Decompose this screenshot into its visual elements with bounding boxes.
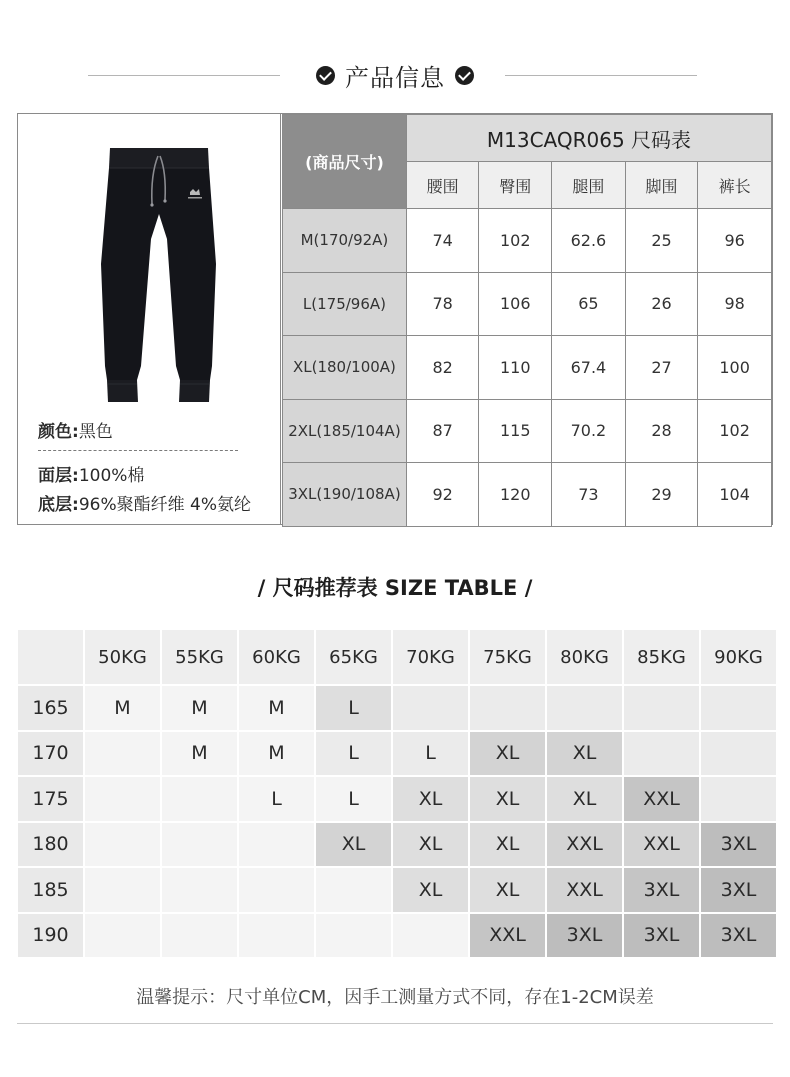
size-cell <box>162 868 237 912</box>
table-cell: 78 <box>406 272 479 336</box>
size-cell: M <box>239 732 314 776</box>
weight-header: 90KG <box>701 630 776 684</box>
table-cell: 87 <box>406 399 479 463</box>
size-cell: L <box>316 777 391 821</box>
table-cell: 25 <box>625 209 698 273</box>
table-row <box>283 336 772 400</box>
size-cell: XL <box>547 732 622 776</box>
table-cell: 106 <box>479 272 552 336</box>
table-cell: 73 <box>552 463 626 527</box>
size-label: 2XL(185/104A) <box>283 399 407 463</box>
size-cell <box>393 686 468 730</box>
product-info-block <box>17 113 773 525</box>
table-row <box>283 463 772 527</box>
size-cell <box>85 777 160 821</box>
size-cell: 3XL <box>701 823 776 867</box>
color-label: 颜色: <box>38 422 79 442</box>
weight-header: 65KG <box>316 630 391 684</box>
size-cell: XXL <box>624 823 699 867</box>
table-cell: 98 <box>698 272 772 336</box>
size-cell: L <box>316 686 391 730</box>
column-header: 裤长 <box>698 162 772 209</box>
size-cell <box>85 732 160 776</box>
height-label: 175 <box>18 777 83 821</box>
size-cell: XL <box>393 868 468 912</box>
table-cell: 28 <box>625 399 698 463</box>
size-cell <box>393 914 468 958</box>
table-cell: 82 <box>406 336 479 400</box>
height-label: 180 <box>18 823 83 867</box>
size-cell <box>701 686 776 730</box>
height-label: 170 <box>18 732 83 776</box>
size-cell <box>316 868 391 912</box>
height-label: 185 <box>18 868 83 912</box>
table-cell: 70.2 <box>552 399 626 463</box>
header-divider-left <box>88 75 280 76</box>
table-cell: 29 <box>625 463 698 527</box>
section-header <box>300 57 490 93</box>
dashed-divider <box>38 450 238 451</box>
size-cell: XL <box>470 732 545 776</box>
table-row <box>18 823 776 867</box>
table-cell: 102 <box>479 209 552 273</box>
inner-label: 底层: <box>38 495 79 515</box>
size-cell: XXL <box>547 823 622 867</box>
outer-material-line <box>38 461 144 486</box>
size-cell <box>624 732 699 776</box>
table-row <box>18 777 776 821</box>
table-row <box>283 399 772 463</box>
table-cell: 67.4 <box>552 336 626 400</box>
size-cell <box>162 777 237 821</box>
size-chart-table <box>282 114 772 527</box>
size-cell <box>701 777 776 821</box>
size-cell <box>547 686 622 730</box>
size-cell: XXL <box>547 868 622 912</box>
size-label: L(175/96A) <box>283 272 407 336</box>
size-label: 3XL(190/108A) <box>283 463 407 527</box>
table-cell: 65 <box>552 272 626 336</box>
table-cell: 100 <box>698 336 772 400</box>
size-cell <box>316 914 391 958</box>
size-recommend-table <box>16 628 778 959</box>
size-cell <box>162 914 237 958</box>
size-cell: M <box>239 686 314 730</box>
table-row <box>18 732 776 776</box>
table-row <box>283 209 772 273</box>
size-cell <box>470 686 545 730</box>
outer-label: 面层: <box>38 466 79 486</box>
table-row <box>18 868 776 912</box>
check-circle-icon <box>316 66 335 85</box>
weight-header: 75KG <box>470 630 545 684</box>
size-cell: XL <box>547 777 622 821</box>
size-cell: XXL <box>470 914 545 958</box>
size-cell: XL <box>470 823 545 867</box>
header-divider-right <box>505 75 697 76</box>
size-chart-corner: (商品尺寸) <box>283 115 407 209</box>
weight-header: 70KG <box>393 630 468 684</box>
size-cell: XL <box>393 823 468 867</box>
weight-header-row <box>18 630 776 684</box>
table-row <box>18 686 776 730</box>
size-cell: M <box>162 732 237 776</box>
inner-value: 96%聚酯纤维 4%氨纶 <box>78 495 251 515</box>
size-cell: 3XL <box>547 914 622 958</box>
size-chart-model: M13CAQR065 尺码表 <box>406 115 771 162</box>
color-value: 黑色 <box>78 422 113 442</box>
size-cell: M <box>85 686 160 730</box>
size-cell <box>624 686 699 730</box>
size-cell: 3XL <box>624 868 699 912</box>
weight-header: 60KG <box>239 630 314 684</box>
section-title: 产品信息 <box>345 63 445 92</box>
size-cell <box>239 914 314 958</box>
height-label: 190 <box>18 914 83 958</box>
size-cell <box>85 914 160 958</box>
table-cell: 115 <box>479 399 552 463</box>
column-header: 腰围 <box>406 162 479 209</box>
table-cell: 102 <box>698 399 772 463</box>
table-cell: 92 <box>406 463 479 527</box>
table-cell: 27 <box>625 336 698 400</box>
column-header: 脚围 <box>625 162 698 209</box>
size-cell <box>701 732 776 776</box>
weight-header: 55KG <box>162 630 237 684</box>
weight-header: 50KG <box>85 630 160 684</box>
table-cell: 96 <box>698 209 772 273</box>
size-cell: XL <box>470 868 545 912</box>
column-header: 腿围 <box>552 162 626 209</box>
size-cell: XL <box>470 777 545 821</box>
check-circle-icon <box>455 66 474 85</box>
size-cell: L <box>239 777 314 821</box>
color-line <box>38 417 113 442</box>
size-cell <box>239 823 314 867</box>
size-cell: L <box>316 732 391 776</box>
height-label: 165 <box>18 686 83 730</box>
size-cell: 3XL <box>701 914 776 958</box>
outer-value: 100%棉 <box>78 466 145 486</box>
table-cell: 74 <box>406 209 479 273</box>
size-cell: XL <box>393 777 468 821</box>
table-cell: 104 <box>698 463 772 527</box>
recommend-title: / 尺码推荐表 SIZE TABLE / <box>257 576 533 600</box>
table-cell: 120 <box>479 463 552 527</box>
size-label: M(170/92A) <box>283 209 407 273</box>
size-label: XL(180/100A) <box>283 336 407 400</box>
inner-material-line <box>38 490 251 515</box>
size-cell: XL <box>316 823 391 867</box>
table-cell: 110 <box>479 336 552 400</box>
measurement-note: 温馨提示：尺寸单位CM，因手工测量方式不同，存在1-2CM误差 <box>136 987 654 1008</box>
size-cell: 3XL <box>701 868 776 912</box>
weight-header: 80KG <box>547 630 622 684</box>
footer-divider <box>17 1023 773 1024</box>
size-cell: M <box>162 686 237 730</box>
size-cell <box>85 868 160 912</box>
size-cell <box>162 823 237 867</box>
size-cell <box>85 823 160 867</box>
table-cell: 62.6 <box>552 209 626 273</box>
column-header: 臀围 <box>479 162 552 209</box>
weight-header: 85KG <box>624 630 699 684</box>
size-cell: 3XL <box>624 914 699 958</box>
table-row <box>18 914 776 958</box>
size-cell: XXL <box>624 777 699 821</box>
size-cell <box>239 868 314 912</box>
size-cell: L <box>393 732 468 776</box>
corner-cell <box>18 630 83 684</box>
product-panel <box>18 114 281 524</box>
table-row <box>283 272 772 336</box>
table-cell: 26 <box>625 272 698 336</box>
pants-image <box>96 144 221 406</box>
